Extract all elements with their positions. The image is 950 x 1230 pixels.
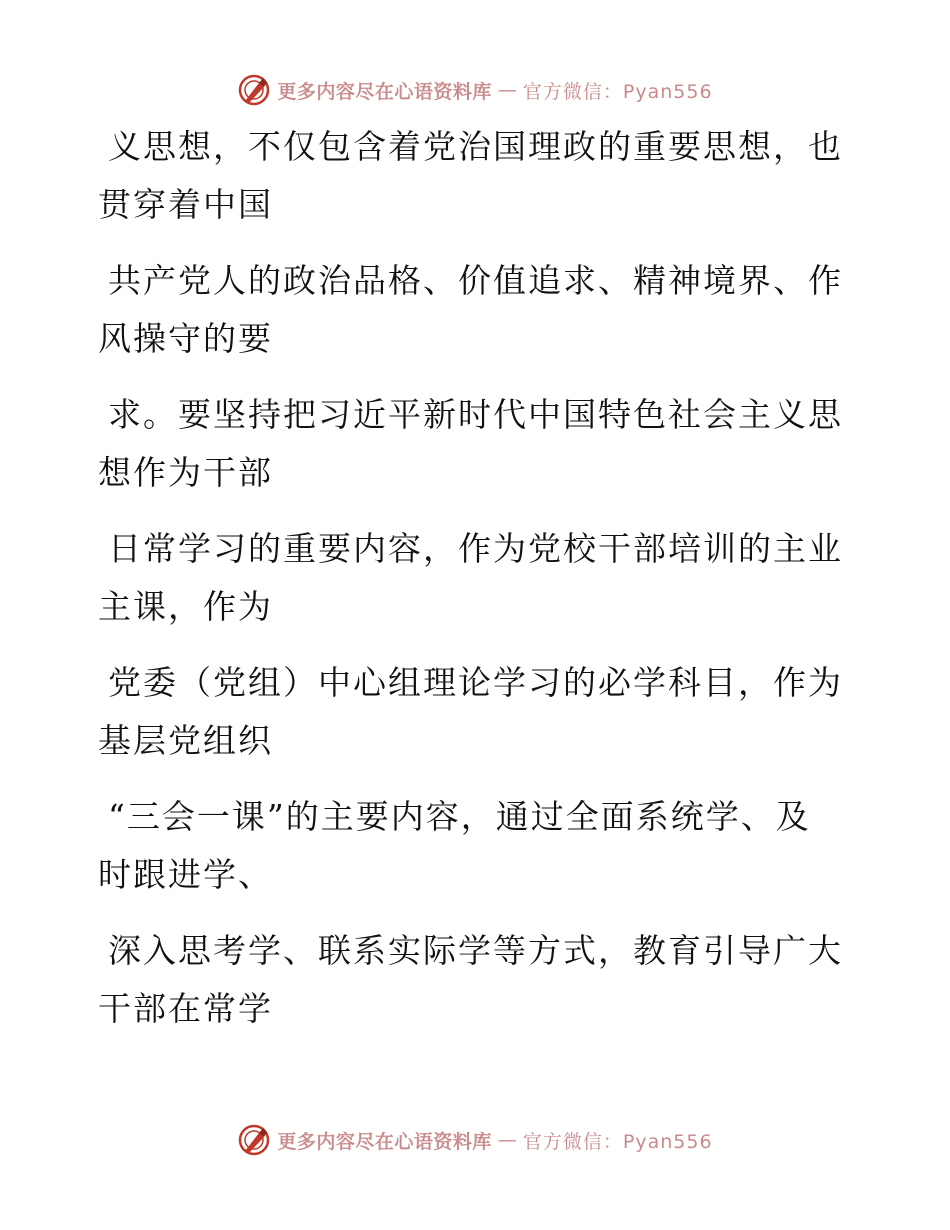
- paragraph-6: [98, 788, 838, 904]
- paragraph-line: 想作为干部: [98, 453, 273, 492]
- banner-dash: —: [497, 79, 517, 101]
- paragraph-line: 义思想，不仅包含着党治国理政的重要思想，也: [108, 127, 843, 166]
- paragraph-7: [98, 922, 843, 1038]
- paragraph-5: [98, 654, 843, 770]
- banner-contact: 官方微信：Pyan556: [522, 1130, 713, 1153]
- paragraph-line: 党委（党组）中心组理论学习的必学科目，作为: [108, 663, 843, 702]
- paragraph-line: 风操守的要: [98, 319, 273, 358]
- paragraph-line: 日常学习的重要内容，作为党校干部培训的主业: [108, 529, 843, 568]
- paragraph-line: 时跟进学、: [98, 855, 273, 894]
- banner-dash: —: [497, 1129, 517, 1151]
- paragraph-line: “三会一课”的主要内容，通过全面系统学、及: [108, 797, 811, 836]
- banner-contact: 官方微信：Pyan556: [522, 80, 713, 103]
- paragraph-4: [98, 520, 843, 636]
- paragraph-3: [98, 386, 843, 502]
- paragraph-line: 求。要坚持把习近平新时代中国特色社会主义思: [108, 395, 843, 434]
- paragraph-line: 主课，作为: [98, 587, 273, 626]
- pen-logo-icon: [237, 1123, 271, 1157]
- paragraph-1: [98, 118, 843, 234]
- pen-logo-icon: [237, 73, 271, 107]
- footer-banner: [0, 1120, 950, 1160]
- paragraph-line: 基层党组织: [98, 721, 273, 760]
- paragraph-line: 干部在常学: [98, 989, 273, 1028]
- banner-slogan: 更多内容尽在心语资料库: [277, 80, 492, 103]
- paragraph-2: [98, 252, 843, 368]
- header-banner: [0, 70, 950, 110]
- paragraph-line: 贯穿着中国: [98, 185, 273, 224]
- paragraph-line: 深入思考学、联系实际学等方式，教育引导广大: [108, 931, 843, 970]
- paragraph-line: 共产党人的政治品格、价值追求、精神境界、作: [108, 261, 843, 300]
- banner-slogan: 更多内容尽在心语资料库: [277, 1130, 492, 1153]
- document-body: [98, 118, 843, 1056]
